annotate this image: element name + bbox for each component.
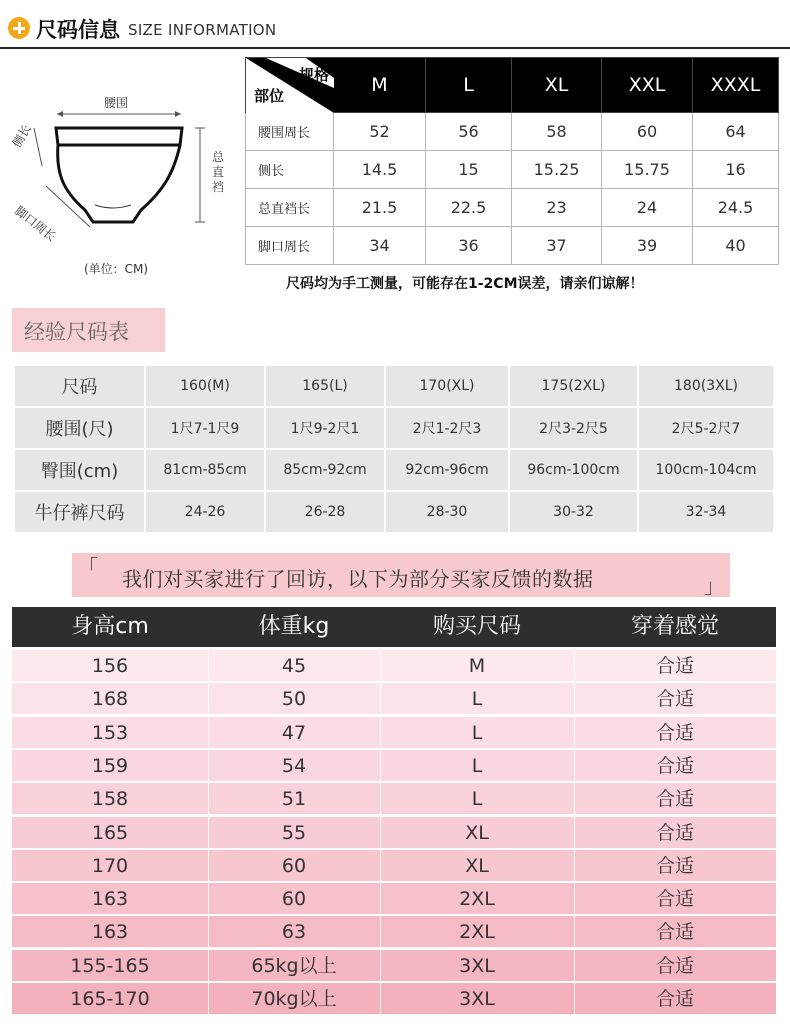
feedback-banner-text: 我们对买家进行了回访，以下为部分买家反馈的数据: [122, 567, 594, 591]
experience-row: [15, 450, 773, 490]
feedback-row: [12, 650, 776, 682]
column-separator: [380, 916, 381, 948]
column-separator: [208, 783, 209, 815]
spec-header-label: 规格: [298, 66, 329, 84]
row-label: 尺码: [15, 366, 144, 406]
size-table-row: [246, 189, 779, 227]
size-header-xl: XL: [512, 58, 602, 113]
table-cell: 52: [334, 113, 426, 151]
size-cell: 3XL: [459, 954, 495, 977]
weight-cell: 60: [281, 854, 307, 877]
waist-label: 腰围: [104, 96, 129, 110]
size-cell: 3XL: [459, 988, 495, 1010]
table-cell: 160(M): [146, 366, 264, 406]
height-cell: 159: [91, 754, 129, 777]
right-bracket: 」: [704, 574, 724, 598]
row-separator: [12, 881, 776, 882]
table-cell: 2尺3-2尺5: [510, 408, 637, 448]
column-separator: [380, 750, 381, 782]
experience-row: [15, 366, 773, 406]
row-separator: [12, 1014, 776, 1015]
row-label: 腰围周长: [246, 113, 334, 151]
table-cell: 100cm-104cm: [639, 450, 773, 490]
size-table: [245, 57, 779, 265]
row-separator: [12, 848, 776, 849]
column-separator: [208, 717, 209, 749]
row-label: 侧长: [246, 151, 334, 189]
row-label: 牛仔裤尺码: [15, 492, 144, 532]
fit-cell: 合适: [655, 754, 694, 777]
column-separator: [208, 950, 209, 982]
size-cell: XL: [465, 854, 489, 877]
table-cell: 26-28: [266, 492, 384, 532]
column-separator: [208, 817, 209, 849]
weight-cell: 50: [281, 688, 307, 711]
table-cell: 1尺9-2尺1: [266, 408, 384, 448]
table-cell: 15.25: [512, 151, 602, 189]
column-separator: [574, 983, 575, 1015]
unit-label: (单位：CM): [84, 262, 149, 276]
size-table-row: [246, 227, 779, 265]
table-cell: 15: [426, 151, 512, 189]
fit-cell: 合适: [655, 688, 694, 711]
weight-cell: 65kg以上: [251, 954, 337, 977]
column-header-fit: 穿着感觉: [630, 614, 719, 639]
size-header-xxl: XXL: [602, 58, 693, 113]
experience-row: [15, 408, 773, 448]
page-title: 尺码信息: [36, 18, 120, 42]
table-cell: 32-34: [639, 492, 773, 532]
table-cell: 96cm-100cm: [510, 450, 637, 490]
experience-row: [15, 492, 773, 532]
size-table-corner-cell: [246, 58, 334, 113]
height-cell: 163: [91, 921, 129, 944]
row-separator: [12, 714, 776, 715]
feedback-row: [12, 883, 776, 915]
measurement-note: 尺码均为手工测量，可能存在1-2CM误差，请亲们谅解！: [286, 276, 644, 292]
row-separator: [12, 814, 776, 815]
row-separator: [12, 748, 776, 749]
feedback-row: [12, 717, 776, 749]
fit-cell: 合适: [655, 788, 694, 811]
size-cell: 2XL: [459, 888, 495, 911]
size-cell: L: [471, 788, 483, 811]
fit-cell: 合适: [655, 888, 694, 911]
row-separator: [12, 781, 776, 782]
column-separator: [380, 883, 381, 915]
feedback-row: [12, 983, 776, 1015]
height-cell: 153: [91, 721, 129, 744]
row-separator: [12, 681, 776, 682]
height-cell: 170: [91, 854, 129, 877]
height-cell: 165: [91, 821, 129, 844]
feedback-row: [12, 817, 776, 849]
table-cell: 81cm-85cm: [146, 450, 264, 490]
table-cell: 21.5: [334, 189, 426, 227]
header-divider: [0, 47, 790, 49]
row-separator: [12, 947, 776, 948]
feedback-row: [12, 683, 776, 715]
size-cell: L: [471, 721, 483, 744]
table-cell: 85cm-92cm: [266, 450, 384, 490]
column-separator: [380, 850, 381, 882]
size-table-header-row: [246, 58, 779, 113]
column-separator: [208, 850, 209, 882]
left-bracket: 「: [78, 555, 98, 579]
size-cell: L: [471, 754, 483, 777]
row-separator: [12, 914, 776, 915]
column-separator: [574, 883, 575, 915]
feedback-banner: [72, 553, 730, 597]
column-separator: [208, 650, 209, 682]
table-cell: 92cm-96cm: [386, 450, 508, 490]
column-separator: [208, 983, 209, 1015]
table-cell: 1尺7-1尺9: [146, 408, 264, 448]
weight-cell: 54: [281, 754, 307, 777]
column-separator: [574, 717, 575, 749]
height-cell: 168: [91, 688, 129, 711]
size-cell: 2XL: [459, 921, 495, 944]
column-separator: [380, 650, 381, 682]
column-separator: [208, 883, 209, 915]
table-cell: 16: [693, 151, 779, 189]
size-table-row: [246, 113, 779, 151]
feedback-row: [12, 783, 776, 815]
feedback-table-header: [12, 607, 776, 647]
height-cell: 163: [91, 888, 129, 911]
table-cell: 34: [334, 227, 426, 265]
column-separator: [574, 950, 575, 982]
fit-cell: 合适: [655, 988, 694, 1010]
feedback-row: [12, 750, 776, 782]
leg-opening-label: 脚口周长: [12, 203, 59, 245]
column-header-size: 购买尺码: [432, 614, 521, 639]
row-label: 臀围(cm): [15, 450, 144, 490]
weight-cell: 60: [281, 888, 307, 911]
size-cell: M: [468, 655, 486, 677]
table-cell: 22.5: [426, 189, 512, 227]
experience-title-box: [12, 308, 165, 352]
size-table-row: [246, 151, 779, 189]
table-cell: 64: [693, 113, 779, 151]
height-cell: 155-165: [70, 954, 150, 977]
column-separator: [208, 750, 209, 782]
table-cell: 180(3XL): [639, 366, 773, 406]
table-cell: 170(XL): [386, 366, 508, 406]
table-cell: 165(L): [266, 366, 384, 406]
rise-label: 总直裆: [212, 150, 225, 194]
feedback-row: [12, 850, 776, 882]
column-separator: [380, 817, 381, 849]
table-cell: 2尺1-2尺3: [386, 408, 508, 448]
fit-cell: 合适: [655, 954, 694, 977]
row-label: 总直裆长: [246, 189, 334, 227]
row-label: 脚口周长: [246, 227, 334, 265]
column-header-weight: 体重kg: [258, 614, 330, 639]
table-cell: 58: [512, 113, 602, 151]
column-header-height: 身高cm: [71, 614, 149, 639]
fit-cell: 合适: [655, 721, 694, 744]
column-separator: [380, 983, 381, 1015]
weight-cell: 47: [281, 721, 307, 744]
column-separator: [574, 850, 575, 882]
experience-title: 经验尺码表: [24, 320, 129, 344]
table-cell: 175(2XL): [510, 366, 637, 406]
section-header: [0, 0, 790, 52]
column-separator: [574, 817, 575, 849]
table-cell: 28-30: [386, 492, 508, 532]
column-separator: [574, 650, 575, 682]
feedback-row: [12, 916, 776, 948]
size-header-m: M: [334, 58, 426, 113]
column-separator: [574, 916, 575, 948]
feedback-row: [12, 950, 776, 982]
table-cell: 36: [426, 227, 512, 265]
experience-table: [13, 364, 775, 534]
part-header-label: 部位: [254, 87, 285, 105]
table-cell: 24-26: [146, 492, 264, 532]
page-subtitle: SIZE INFORMATION: [128, 21, 277, 39]
column-separator: [208, 916, 209, 948]
table-cell: 15.75: [602, 151, 693, 189]
weight-cell: 55: [281, 821, 307, 844]
size-header-l: L: [426, 58, 512, 113]
table-cell: 40: [693, 227, 779, 265]
column-separator: [380, 783, 381, 815]
table-cell: 24.5: [693, 189, 779, 227]
table-cell: 37: [512, 227, 602, 265]
column-separator: [574, 683, 575, 715]
row-label: 腰围(尺): [15, 408, 144, 448]
table-cell: 14.5: [334, 151, 426, 189]
height-cell: 165-170: [70, 988, 150, 1010]
size-cell: XL: [465, 821, 489, 844]
row-separator: [12, 981, 776, 982]
table-cell: 23: [512, 189, 602, 227]
fit-cell: 合适: [655, 821, 694, 844]
plus-circle-icon: [8, 17, 30, 39]
table-cell: 30-32: [510, 492, 637, 532]
column-separator: [380, 683, 381, 715]
height-cell: 158: [91, 788, 129, 811]
column-separator: [208, 683, 209, 715]
measurement-diagram: [0, 62, 245, 292]
side-length-label: 侧长: [9, 122, 34, 150]
weight-cell: 63: [281, 921, 307, 944]
fit-cell: 合适: [655, 921, 694, 944]
column-separator: [380, 717, 381, 749]
table-cell: 56: [426, 113, 512, 151]
table-cell: 2尺5-2尺7: [639, 408, 773, 448]
column-separator: [574, 783, 575, 815]
fit-cell: 合适: [655, 655, 694, 677]
weight-cell: 45: [281, 655, 307, 677]
size-cell: L: [471, 688, 483, 711]
weight-cell: 70kg以上: [251, 988, 337, 1010]
column-separator: [574, 750, 575, 782]
table-cell: 39: [602, 227, 693, 265]
weight-cell: 51: [281, 788, 307, 811]
size-header-xxxl: XXXL: [693, 58, 779, 113]
fit-cell: 合适: [655, 854, 694, 877]
column-separator: [380, 950, 381, 982]
table-cell: 60: [602, 113, 693, 151]
height-cell: 156: [91, 655, 129, 677]
table-cell: 24: [602, 189, 693, 227]
